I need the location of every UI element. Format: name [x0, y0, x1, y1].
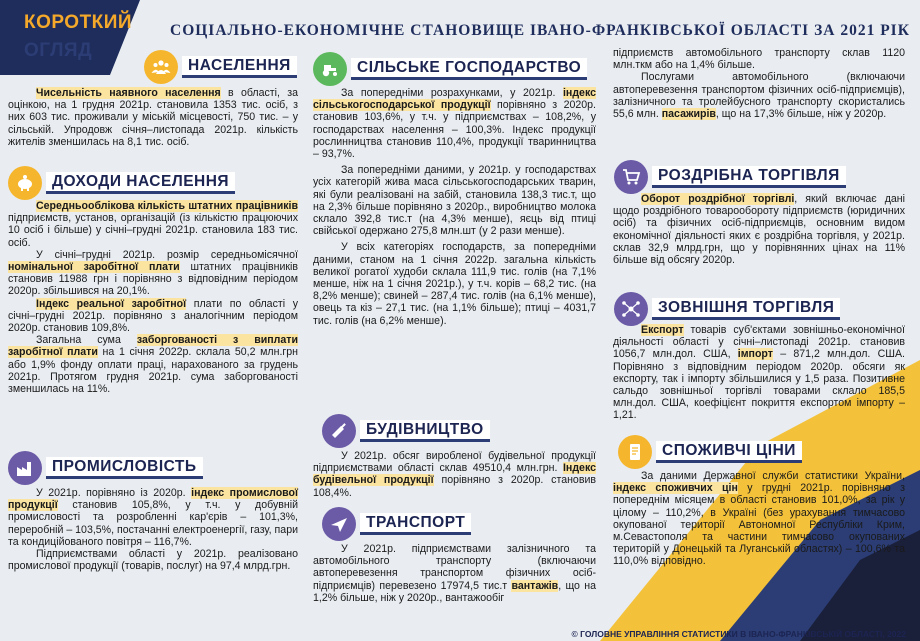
transport-passenger-lead: Послугами автомобільного (включаючи автоперевезення транспортом фізичних осіб-підприємців), залізничного та тролейбусного транспорту скористались 55,6 млн. — [613, 71, 905, 121]
section-population — [144, 50, 297, 84]
section-title-agriculture: СІЛЬСЬКЕ ГОСПОДАРСТВО — [351, 58, 587, 80]
section-prices — [618, 435, 802, 469]
transport-body: , що на 1,2% більше, ніж у 2020р., вантажообіг — [313, 579, 596, 604]
population-body: в області, за оцінкою, на 1 грудня 2021р. становила 1353 тис. осіб, з них 603 тис. проживали у міській місцевості, 750 тис. – у сільській. Упродовж січня–листопада 2021р. кількість жителів зменшилась на 8,1 тис. осіб. — [8, 87, 299, 148]
cart-icon — [614, 160, 648, 194]
trowel-icon — [322, 414, 356, 448]
section-agriculture — [313, 52, 587, 86]
prices-lead: За даними Державної служби статистики України, — [641, 470, 905, 482]
receipt-icon — [618, 435, 652, 469]
transport-highlight: вантажів — [511, 579, 559, 592]
section-title-retail: РОЗДРІБНА ТОРГІВЛЯ — [652, 166, 846, 188]
section-retail — [614, 160, 846, 194]
income-wage-lead: У січні–грудні 2021р. розмір середньомісячної — [36, 248, 298, 261]
section-title-transport: ТРАНСПОРТ — [360, 513, 471, 535]
income-wage-highlight: номінальної заробітної плати — [8, 261, 180, 274]
network-icon — [614, 292, 648, 326]
agriculture-text — [313, 87, 596, 327]
population-text — [8, 87, 298, 148]
agriculture-livestock: За попередніми даними, у 2021р. у господарствах усіх категорій жива маса сільськогосподарських тварин, які були реалізовані на забій, становила 138,3 тис.т, що на 2,3% більше порівняно з 2020р., виробництво молока склало 392,8 тис.т (на 4,3% менше), яєць від птиці свійської одержано 275,8 млн.шт (у 2 рази менше). — [313, 164, 596, 238]
construction-text — [313, 450, 596, 499]
section-industry — [8, 451, 203, 485]
prices-text — [613, 470, 905, 568]
agriculture-body: порівняно з 2020р. становив 103,6%, у т.ч. у підприємствах – 108,2%, у господарствах населення – 100,3%. Індекс продукції рослинництва становив 110,4%, продукції тваринництва – 93,7%. — [313, 99, 596, 161]
agriculture-lead: За попередніми розрахунками, у 2021р. — [341, 87, 563, 99]
foreign-import-highlight: імпорт — [737, 348, 773, 361]
short-review-tag — [0, 6, 133, 70]
industry-highlight: індекс промислової продукції — [8, 487, 298, 512]
income-real-wage-highlight: Індекс реальної заробітної — [36, 297, 187, 310]
transport-passenger-highlight: пасажирів — [661, 108, 716, 121]
section-title-income: ДОХОДИ НАСЕЛЕННЯ — [46, 172, 235, 194]
page-title: СОЦІАЛЬНО-ЕКОНОМІЧНЕ СТАНОВИЩЕ ІВАНО-ФРАНКІВСЬКОЇ ОБЛАСТІ ЗА 2021 РІК — [170, 22, 910, 39]
section-income — [8, 166, 235, 200]
retail-highlight: Оборот роздрібної торгівлі — [641, 193, 795, 205]
foreign-export-body: товарів суб'єктами зовнішньо-економічної діяльності області у січні–листопаді 2021р. становив 1056,7 млн.дол. США, — [613, 324, 905, 361]
foreign-import-body: – 871,2 млн.дол. США. Порівняно з відповідним періодом 2020р. обсяги як експорту, так і імпорту збільшилися у 1,5 раза. Позитивне сальдо зовнішньої торгівлі товарами склало 185,5 млн.дол. США, коефіцієнт покриття експортом імпорту – 1,21. — [613, 348, 905, 422]
factory-icon — [8, 451, 42, 485]
retail-text — [613, 193, 905, 266]
section-foreign-trade — [614, 292, 840, 326]
people-icon — [144, 50, 178, 84]
foreign-trade-text — [613, 324, 905, 422]
section-title-prices: СПОЖИВЧІ ЦІНИ — [656, 441, 802, 463]
tag-line-2: ОГЛЯД — [24, 40, 93, 61]
income-wage-body: штатних працівників становив 11988 грн і порівняно з відповідним періодом 2020р. збільшився на 20,1%. — [8, 261, 298, 298]
prices-highlight: індекс споживчих цін — [613, 482, 738, 495]
retail-body: , який включає дані щодо роздрібного товарообороту підприємств (юридичних осіб) та фізичних осіб-підприємців, основним видом економічної діяльності яких є роздрібна торгівля, у 2021р. склав 32,9 млрд.грн, що у порівнянних цінах на 11% більше від обсягу 2020р. — [613, 193, 905, 267]
section-title-population: НАСЕЛЕННЯ — [182, 56, 297, 78]
foreign-export-highlight: Експорт — [641, 324, 684, 336]
section-title-construction: БУДІВНИЦТВО — [360, 420, 490, 442]
tractor-icon — [313, 52, 347, 86]
transport-text-continued — [613, 47, 905, 120]
income-staff-body: підприємств, установ, організацій (із кількістю працюючих 10 осіб і більше) у січні–грудні 2021р. становила 183 тис. осіб. — [8, 212, 298, 249]
industry-body: становив 105,8%, у т.ч. у добувній промисловості та розробленні кар'єрів – 101,3%, переробній – 103,5%, постачанні електроенергії, газу, пари та кондиційованого повітря – 116,7%. — [8, 499, 298, 548]
agriculture-highlight: індекс сільськогосподарської продукції — [313, 87, 596, 112]
construction-highlight: Індекс будівельної продукції — [313, 462, 596, 487]
tag-line-1: КОРОТКИЙ — [24, 12, 133, 33]
construction-lead: У 2021р. обсяг виробленої будівельної продукції підприємствами області склав 49510,4 млн.грн. — [313, 450, 596, 475]
industry-text — [8, 487, 298, 572]
transport-lead: У 2021р. підприємствами залізничного та автомобільного транспорту (включаючи автоперевезення транспортом фізичних осіб-підприємців) перевезено 17974,5 тис.т — [313, 543, 596, 592]
section-title-industry: ПРОМИСЛОВІСТЬ — [46, 457, 203, 479]
income-debt-body: на 1 січня 2022р. склала 50,2 млн.грн або 1,9% фонду оплати праці, нарахованого за грудень 2021р. Протягом грудня 2021р. сума заборгованості зменшилась на 11%. — [8, 346, 298, 396]
industry-lead: У 2021р. порівняно із 2020р. — [36, 487, 192, 499]
industry-sales: Підприємствами області у 2021р. реалізовано промислової продукції (товарів, послуг) на 97,4 млрд.грн. — [8, 548, 298, 573]
plane-icon — [322, 507, 356, 541]
income-text — [8, 200, 298, 395]
section-transport — [322, 507, 471, 541]
section-title-foreign-trade: ЗОВНІШНЯ ТОРГІВЛЯ — [652, 298, 840, 320]
transport-freight-turnover: підприємств автомобільного транспорту склав 1120 млн.ткм або на 1,4% більше. — [613, 47, 905, 72]
transport-text — [313, 543, 596, 604]
footer-copyright: © ГОЛОВНЕ УПРАВЛІННЯ СТАТИСТИКИ В ІВАНО-ФРАНКІВСЬКІЙ ОБЛАСТІ, 2022 — [571, 629, 906, 639]
transport-passenger-body: , що на 17,3% більше, ніж у 2020р. — [715, 108, 887, 121]
section-construction — [322, 414, 490, 448]
prices-body: у грудні 2021р. порівняно з попереднім місяцем в області становив 101,0%, за рік у цілому – 110,2%, в Україні (без урахування тимчасово окупованої території Автономної Республіки Крим, м.Севастополя та частини тимчасово окупованих територій у Донецькій та Луганській областях) – 100,6% та 110,0% відповідно. — [613, 482, 906, 568]
income-debt-highlight: заборгованості з виплати заробітної плати — [8, 334, 298, 359]
income-debt-lead: Загальна сума — [36, 334, 137, 347]
piggy-bank-icon — [8, 166, 42, 200]
population-highlight: Чисельність наявного населення — [36, 87, 221, 99]
construction-body: порівняно з 2020р. становив 108,4%. — [313, 474, 596, 499]
income-staff-highlight: Середньооблікова кількість штатних працівників — [36, 200, 298, 212]
income-real-wage-body: плати по області у січні–грудні 2021р. порівняно з аналогічним періодом 2020р. становив 109,8%. — [8, 297, 298, 335]
agriculture-herd: У всіх категоріях господарств, за попередніми даними, станом на 1 січня 2022р. загальна кількість великої рогатої худоби склала 111,9 тис. голів (на 7,1% менше, ніж на 1 січня 2021р.), у т.ч. корів – 68,2 тис. (на 8,2% менше); свиней – 287,4 тис. голів (на 6,1% менше), овець та кіз – 27,1 тис. (на 1,1% більше); птиці – 4031,7 тис. голів (на 6,2% менше). — [313, 241, 596, 327]
